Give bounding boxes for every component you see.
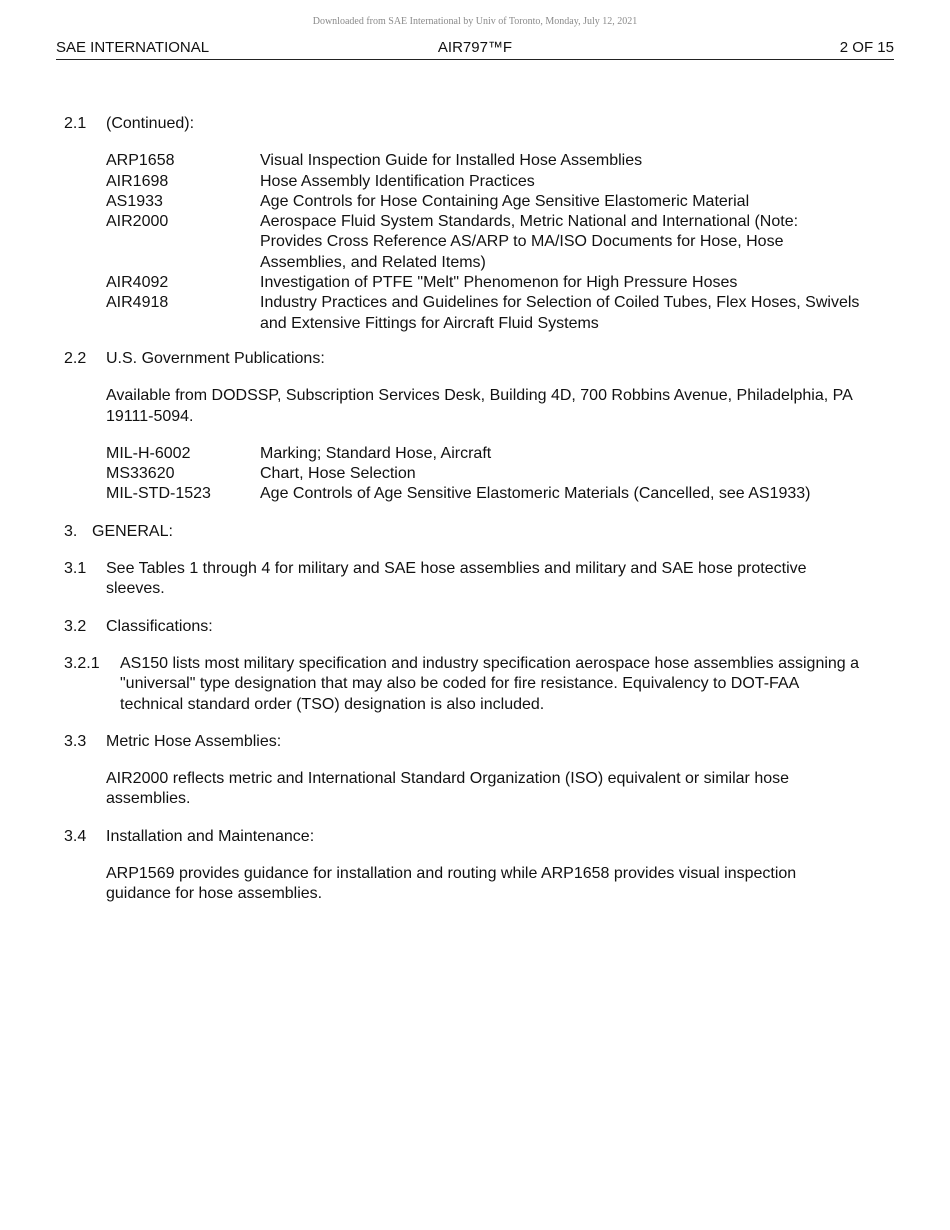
reference-title: Marking; Standard Hose, Aircraft [260,444,492,462]
page-number: 2 OF 15 [839,39,894,56]
reference-row [106,151,864,171]
section-3-2-1 [64,654,864,715]
section-3-4-text: ARP1569 provides guidance for installation and routing while ARP1658 provides visual inspection guidance for hose assemblies. [106,865,797,903]
reference-title: Industry Practices and Guidelines for Selection of Coiled Tubes, Flex Hoses, Swivels and Extensive Fittings for Aircraft Fluid Systems [260,294,860,332]
reference-row [106,464,864,484]
section-text: AS150 lists most military specification and industry specification aerospace hose assemblies assigning a "universal" type designation that may also be coded for fire resistance. Equivalency to DOT-FAA technical standard order (TSO) designation is also included. [120,654,860,713]
section-title: Classifications: [106,617,213,635]
section-title: Installation and Maintenance: [106,827,315,845]
reference-row [106,273,864,293]
document-body [64,114,864,905]
reference-row [106,293,864,334]
section-3-2-heading [64,617,864,637]
reference-code: MS33620 [106,465,175,483]
section-title: GENERAL: [92,522,173,540]
reference-code: ARP1658 [106,152,175,170]
availability-paragraph: Available from DODSSP, Subscription Services Desk, Building 4D, 700 Robbins Avenue, Philadelphia, PA 19111-5094. [106,387,852,425]
reference-title: Age Controls of Age Sensitive Elastomeric Materials (Cancelled, see AS1933) [260,485,811,503]
section-number: 3.4 [64,827,87,845]
reference-row [106,444,864,464]
section-3-3-heading [64,732,864,752]
reference-title: Aerospace Fluid System Standards, Metric National and International (Note: Provides Cross Reference AS/ARP to MA/ISO Documents for Hose, Hose Assemblies, and Related Items) [260,213,799,271]
reference-code: AS1933 [106,192,163,210]
section-title: (Continued): [106,115,195,132]
reference-title: Visual Inspection Guide for Installed Hose Assemblies [260,152,643,170]
reference-code: AIR1698 [106,172,169,190]
section-number: 3.2 [64,617,87,635]
government-reference-list [64,444,864,505]
section-2-2-heading [64,349,864,369]
reference-title: Chart, Hose Selection [260,465,416,483]
section-3-4-heading [64,827,864,847]
page-header [56,38,894,60]
document-number: AIR797™F [437,39,513,56]
reference-code: AIR2000 [106,213,169,231]
reference-title: Age Controls for Hose Containing Age Sensitive Elastomeric Material [260,192,750,210]
section-number: 3.3 [64,732,87,750]
section-2-1-heading [64,114,864,134]
reference-row [106,212,864,273]
reference-code: AIR4092 [106,274,169,292]
reference-list [64,151,864,334]
section-number: 2.2 [64,349,87,367]
reference-code: MIL-H-6002 [106,444,191,462]
section-title: U.S. Government Publications: [106,349,325,367]
section-text: See Tables 1 through 4 for military and SAE hose assemblies and military and SAE hose protective sleeves. [106,560,807,598]
section-3-heading [64,522,864,542]
reference-title: Investigation of PTFE "Melt" Phenomenon for High Pressure Hoses [260,274,738,292]
reference-title: Hose Assembly Identification Practices [260,172,535,190]
reference-code: MIL-STD-1523 [106,485,211,503]
section-number: 3.2.1 [64,654,100,672]
section-title: Metric Hose Assemblies: [106,732,282,750]
download-watermark: Downloaded from SAE International by Univ of Toronto, Monday, July 12, 2021 [312,16,638,27]
section-3-1 [64,559,864,600]
reference-row [106,484,864,504]
reference-row [106,192,864,212]
section-3-3-text: AIR2000 reflects metric and International Standard Organization (ISO) equivalent or similar hose assemblies. [106,770,790,808]
reference-code: AIR4918 [106,294,169,312]
publisher-name: SAE INTERNATIONAL [56,39,210,56]
reference-row [106,172,864,192]
section-number: 3.1 [64,560,87,578]
section-number: 3. [64,522,78,540]
section-number: 2.1 [64,115,87,132]
